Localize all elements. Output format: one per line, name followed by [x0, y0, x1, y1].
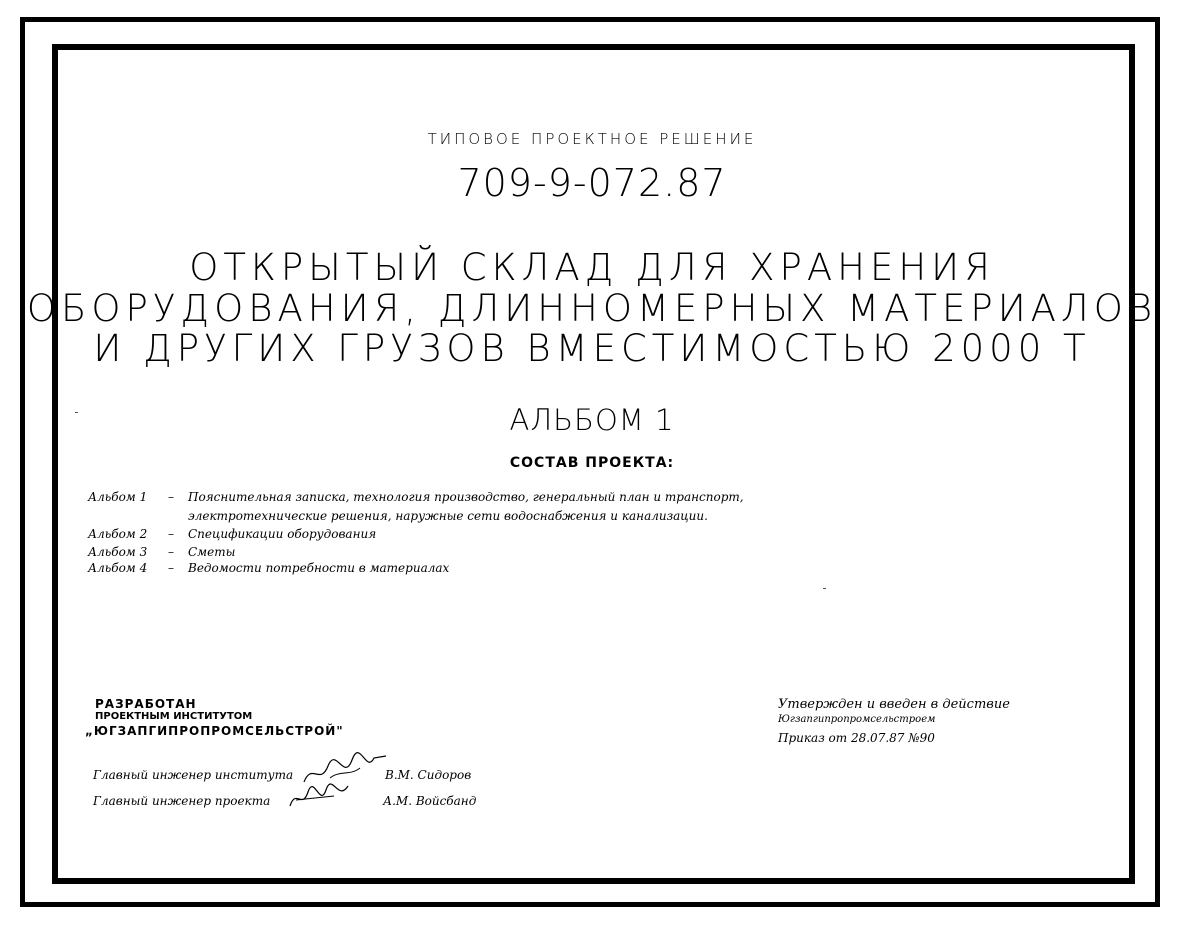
signature-line	[93, 794, 270, 808]
album-description: Пояснительная записка, технология производство, генеральный план и транспорт,	[188, 490, 744, 504]
album-title: АЛЬБОМ 1	[509, 403, 675, 437]
composition-item-continuation: электротехнические решения, наружные сети водоснабжения и канализации.	[188, 509, 708, 523]
signature-role: Главный инженер проекта	[93, 794, 271, 808]
album-label: Альбом 2	[88, 527, 148, 541]
speck	[823, 588, 826, 589]
album-description: Сметы	[188, 545, 236, 559]
composition-item	[88, 527, 376, 541]
album-description: Спецификации оборудования	[188, 527, 377, 541]
document-type: ТИПОВОЕ ПРОЕКТНОЕ РЕШЕНИЕ	[427, 130, 757, 148]
dash: –	[168, 545, 174, 559]
title-line-1: ОТКРЫТЫЙ СКЛАД ДЛЯ ХРАНЕНИЯ	[189, 246, 995, 289]
speck	[75, 412, 78, 413]
approval-line-3: Приказ от 28.07.87 №90	[778, 731, 935, 745]
approval-line-1: Утвержден и введен в действие	[778, 697, 1010, 712]
composition-item	[88, 545, 235, 559]
developer-institute-name: „ЮГЗАПГИПРОПРОМСЕЛЬСТРОЙ"	[85, 724, 344, 738]
signature-line	[93, 768, 293, 782]
album-label: Альбом 1	[88, 490, 148, 504]
composition-heading: СОСТАВ ПРОЕКТА:	[509, 455, 675, 471]
album-description: Ведомости потребности в материалах	[188, 561, 450, 575]
dash: –	[168, 527, 174, 541]
composition-item	[88, 561, 449, 575]
title-line-3: И ДРУГИХ ГРУЗОВ ВМЕСТИМОСТЬЮ 2000 Т	[93, 327, 1091, 370]
signature-role: Главный инженер института	[93, 768, 294, 782]
album-label: Альбом 4	[88, 561, 148, 575]
title-line-2: ОБОРУДОВАНИЯ, ДЛИННОМЕРНЫХ МАТЕРИАЛОВ	[26, 287, 1158, 330]
developer-label: РАЗРАБОТАН	[95, 697, 197, 711]
composition-item	[88, 490, 744, 504]
document-number: 709-9-072.87	[457, 161, 727, 205]
signature-scribble-2	[286, 782, 356, 812]
developer-institute-label: ПРОЕКТНЫМ ИНСТИТУТОМ	[95, 711, 253, 722]
dash: –	[168, 561, 174, 575]
signature-name: А.М. Войсбанд	[383, 794, 477, 808]
approval-line-2: Югзапгипропромсельстроем	[778, 714, 936, 725]
album-label: Альбом 3	[88, 545, 148, 559]
dash: –	[168, 490, 174, 504]
signature-name: В.М. Сидоров	[385, 768, 472, 782]
